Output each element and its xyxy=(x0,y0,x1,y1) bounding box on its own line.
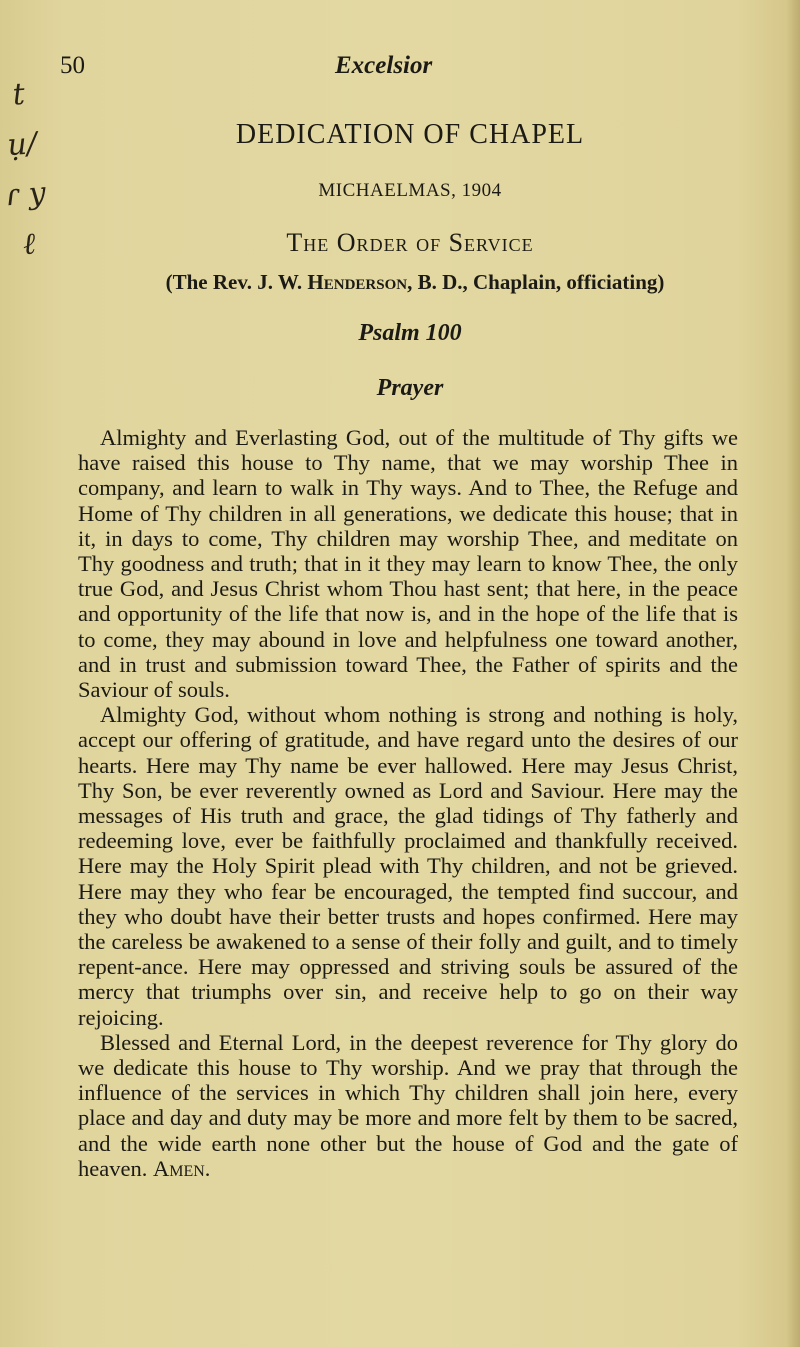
amen: Amen. xyxy=(152,1155,211,1181)
page-number: 50 xyxy=(60,52,85,79)
prayer-paragraph-3-text: Blessed and Eternal Lord, in the deepest reverence for Thy glory do we dedicate this house to Thy worship. And we pray that through the influence of the services in which Thy children shall join here, every place and day and duty may be more and more felt by them to be sacred, and the wide earth none other but the house of God and the gate of heaven. xyxy=(78,1029,738,1181)
margin-handwriting: t ụ/ ɾ y ℓ xyxy=(4,76,47,263)
running-header xyxy=(0,48,800,88)
prayer-heading: Prayer xyxy=(376,375,444,401)
page-title: DEDICATION OF CHAPEL xyxy=(235,119,585,150)
prayer-paragraph-1: Almighty and Everlasting God, out of the multitude of Thy gifts we have raised this house to Thy name, that we may worship Thee in company, and learn to walk in Thy ways. And to Thee, the Refuge and Home of Thy children in all generations, we dedicate this house; that in it, in days to come, Thy children may worship Thee, and meditate on Thy goodness and truth; that in it they may learn to know Thee, the only true God, and Jesus Christ whom Thou hast sent; that here, in the peace and opportunity of the life that now is, and in the hope of the life that is to come, they may abound in love and helpfulness one toward another, and in trust and submission toward Thee, the Father of spirits and the Saviour of souls. xyxy=(78,425,738,703)
minister-surname: Henderson xyxy=(307,270,408,294)
prayer-paragraph-2: Almighty God, without whom nothing is strong and nothing is holy, accept our offering of gratitude, and have regard unto the desires of our hearts. Here may Thy name be ever hallowed. Here may Jesus Christ, Thy Son, be ever reverently owned as Lord and Saviour. Here may the messages of His truth and grace, the glad tidings of Thy fatherly and redeeming love, ever be faithfully proclaimed and thankfully received. Here may the Holy Spirit plead with Thy children, and not be grieved. Here may they who fear be encouraged, the tempted find succour, and they who doubt have their better trusts and hopes confirmed. Here may the careless be awakened to a sense of their folly and guilt, and to timely repent-ance. Here may oppressed and striving souls be assured of the mercy that triumphs over sin, and receive help to go on their way rejoicing. xyxy=(78,702,738,1030)
psalm-heading: Psalm 100 xyxy=(358,320,462,346)
event-date: MICHAELMAS, 1904 xyxy=(318,180,502,201)
minister-suffix: , B. D., Chaplain, officiating) xyxy=(407,270,665,294)
running-title: Excelsior xyxy=(335,52,433,79)
minister-prefix: (The Rev. J. W. xyxy=(165,270,308,294)
order-of-service-heading: The Order of Service xyxy=(286,228,534,257)
prayer-paragraph-3 xyxy=(78,1030,738,1181)
page-edge-shadow xyxy=(786,0,800,1347)
officiating-minister xyxy=(0,270,800,295)
prayer-text xyxy=(78,425,738,1181)
